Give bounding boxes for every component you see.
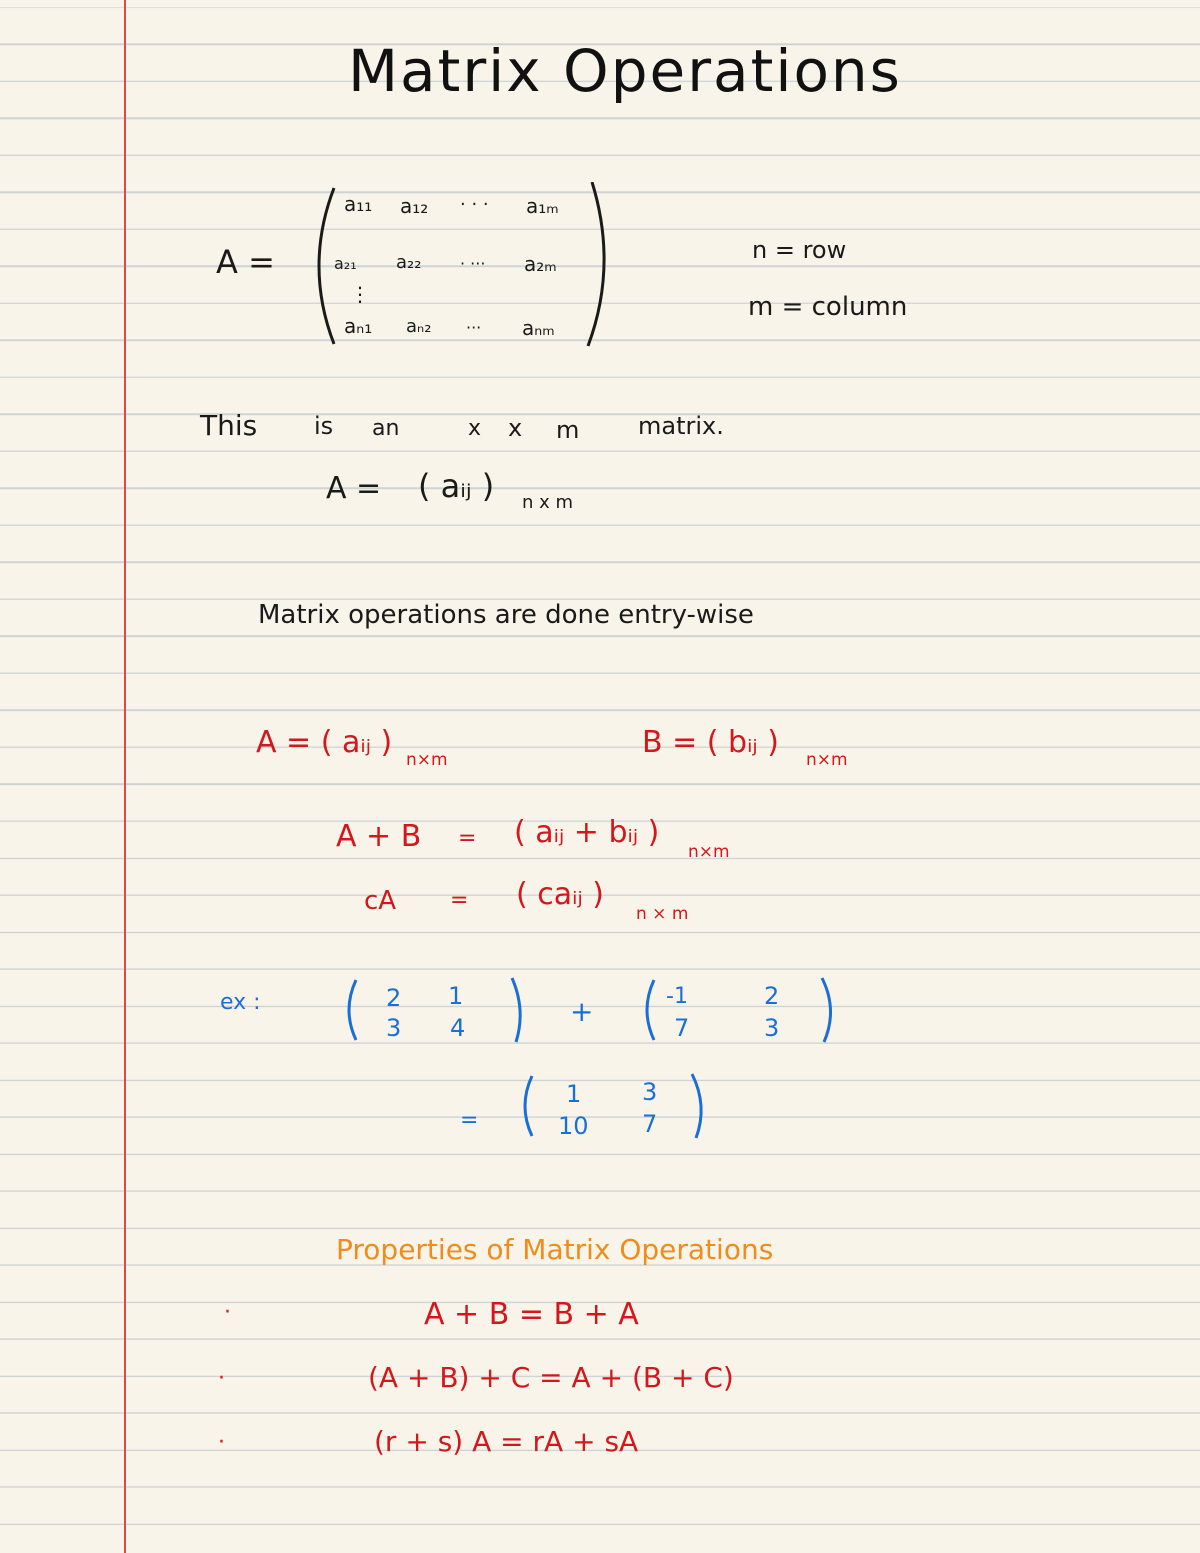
b-subscript: n×m bbox=[806, 750, 848, 770]
compact-lhs: A = bbox=[326, 471, 382, 506]
m1-entry-12: 1 bbox=[448, 982, 464, 1010]
m3-entry-21: 10 bbox=[558, 1112, 589, 1140]
m1-entry-22: 4 bbox=[450, 1014, 466, 1042]
example-plus: + bbox=[570, 995, 594, 1028]
word-m: m bbox=[556, 416, 580, 444]
bullet-2: · bbox=[218, 1366, 225, 1391]
entry-a1m: a₁ₘ bbox=[526, 194, 559, 218]
word-this: This bbox=[200, 409, 258, 442]
word-x1: x bbox=[468, 416, 482, 441]
entry-a22: a₂₂ bbox=[396, 252, 422, 273]
property-distributive: (r + s) A = rA + sA bbox=[374, 1425, 639, 1458]
word-x2: x bbox=[508, 414, 523, 442]
m3-entry-12: 3 bbox=[642, 1078, 658, 1106]
dots-row2: · ··· bbox=[460, 254, 486, 273]
matrix1-parentheses bbox=[340, 976, 530, 1046]
m3-entry-11: 1 bbox=[566, 1080, 582, 1108]
bullet-1: · bbox=[224, 1300, 231, 1325]
scalar-lhs: cA bbox=[364, 886, 397, 916]
n-row-note: n = row bbox=[752, 236, 847, 264]
m-column-note: m = column bbox=[748, 292, 908, 322]
sum-lhs: A + B bbox=[336, 819, 422, 854]
m3-entry-22: 7 bbox=[642, 1110, 658, 1138]
margin-line bbox=[124, 0, 126, 1553]
word-is: is bbox=[314, 412, 334, 440]
entry-a2m: a₂ₘ bbox=[524, 252, 557, 276]
m2-entry-21: 7 bbox=[674, 1014, 690, 1042]
entry-an2: aₙ₂ bbox=[406, 316, 432, 337]
properties-heading: Properties of Matrix Operations bbox=[336, 1233, 774, 1266]
scalar-subscript: n × m bbox=[636, 904, 689, 924]
bullet-3: · bbox=[218, 1430, 225, 1455]
m2-entry-11: -1 bbox=[666, 984, 688, 1009]
example-label: ex : bbox=[220, 990, 261, 1015]
compact-rhs: ( aᵢⱼ ) bbox=[418, 467, 495, 505]
m2-entry-12: 2 bbox=[764, 982, 780, 1010]
page-title: Matrix Operations bbox=[348, 37, 902, 105]
entry-an1: aₙ₁ bbox=[344, 314, 373, 338]
a-definition: A = ( aᵢⱼ ) bbox=[256, 725, 393, 760]
matrix-lhs: A = bbox=[216, 243, 275, 281]
result-equals: = bbox=[460, 1108, 479, 1133]
sum-equals: = bbox=[458, 826, 477, 851]
word-matrix: matrix. bbox=[638, 412, 724, 440]
m2-entry-22: 3 bbox=[764, 1014, 780, 1042]
dots-row1: · · · bbox=[460, 194, 489, 215]
compact-subscript: n x m bbox=[522, 492, 574, 513]
entry-a21: a₂₁ bbox=[334, 254, 357, 273]
property-commutative: A + B = B + A bbox=[424, 1297, 639, 1332]
m1-entry-21: 3 bbox=[386, 1014, 402, 1042]
matrix3-parentheses bbox=[516, 1072, 716, 1142]
scalar-equals: = bbox=[450, 888, 469, 913]
b-definition: B = ( bᵢⱼ ) bbox=[642, 725, 779, 760]
dots-row3: ··· bbox=[466, 318, 482, 337]
entry-a12: a₁₂ bbox=[400, 194, 429, 218]
sum-subscript: n×m bbox=[688, 842, 730, 862]
scalar-rhs: ( caᵢⱼ ) bbox=[516, 877, 604, 912]
a-subscript: n×m bbox=[406, 750, 448, 770]
word-an: an bbox=[372, 416, 400, 441]
property-associative: (A + B) + C = A + (B + C) bbox=[368, 1361, 734, 1394]
entry-a11: a₁₁ bbox=[344, 192, 373, 216]
m1-entry-11: 2 bbox=[386, 984, 402, 1012]
vdots: ⋮ bbox=[350, 282, 370, 306]
entrywise-sentence: Matrix operations are done entry-wise bbox=[258, 600, 754, 630]
sum-rhs: ( aᵢⱼ + bᵢⱼ ) bbox=[514, 815, 660, 850]
entry-anm: aₙₘ bbox=[522, 316, 555, 340]
